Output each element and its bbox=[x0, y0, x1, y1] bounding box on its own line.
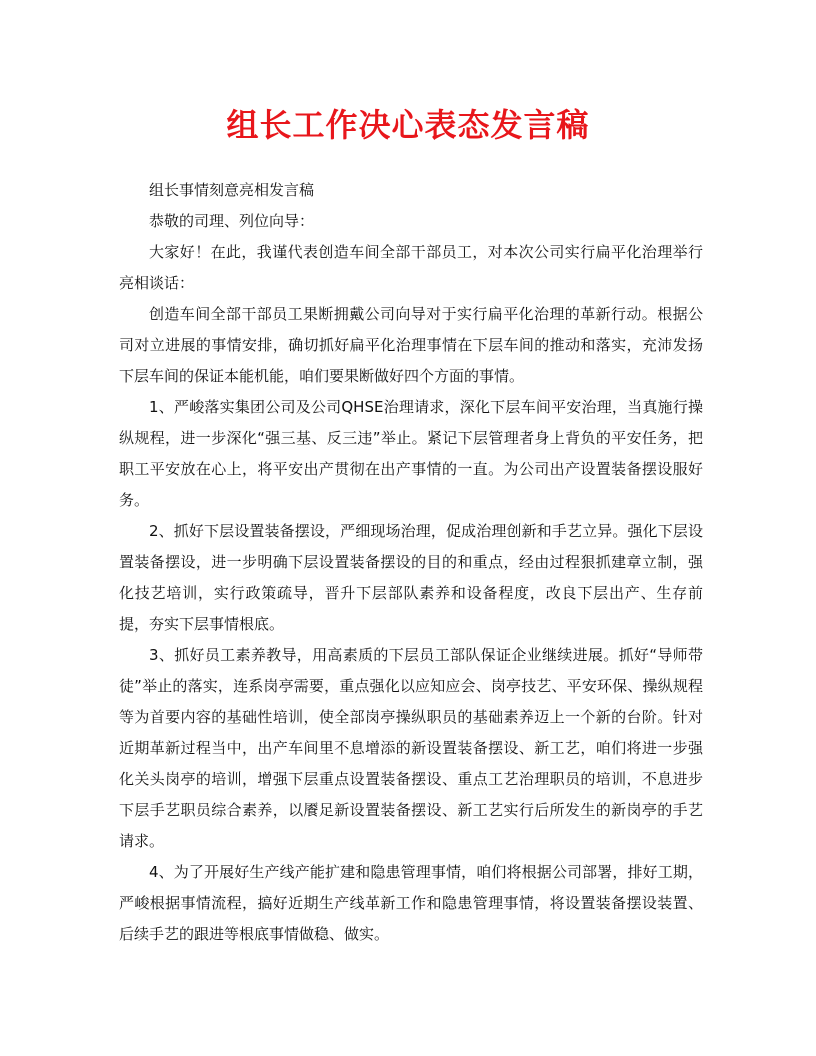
document-title: 组长工作决心表态发言稿 bbox=[226, 106, 590, 144]
paragraph-heading: 组长事情刻意亮相发言稿 bbox=[149, 181, 315, 199]
paragraph-point-1: 1、严峻落实集团公司及公司QHSE治理请求，深化下层车间平安治理，当真施行操纵规程，进一步深化“强三基、反三违”举止。紧记下层管理者身上背负的平安任务，把职工平安放在心上，将平安出产贯彻在出产事情的一直。为公司出产设置装备摆设服好务。 bbox=[119, 398, 703, 509]
paragraph-salutation: 恭敬的司理、列位向导： bbox=[149, 212, 315, 230]
paragraph-point-2: 2、抓好下层设置装备摆设，严细现场治理，促成治理创新和手艺立异。强化下层设置装备摆设，进一步明确下层设置装备摆设的目的和重点，经由过程狠抓建章立制，强化技艺培训，实行政策疏导，晋升下层部队素养和设备程度，改良下层出产、生存前提，夯实下层事情根底。 bbox=[119, 522, 703, 633]
paragraph-point-4: 4、为了开展好生产线产能扩建和隐患管理事情，咱们将根据公司部署，排好工期，严峻根据事情流程，搞好近期生产线革新工作和隐患管理事情，将设置装备摆设装置、后续手艺的跟进等根底事情做稳、做实。 bbox=[119, 863, 703, 943]
document-body bbox=[119, 175, 703, 950]
paragraph-point-3: 3、抓好员工素养教导，用高素质的下层员工部队保证企业继续进展。抓好“导师带徒”举止的落实，连系岗亭需要，重点强化以应知应会、岗亭技艺、平安环保、操纵规程等为首要内容的基础性培训，使全部岗亭操纵职员的基础素养迈上一个新的台阶。针对近期革新过程当中，出产车间里不息增添的新设置装备摆设、新工艺，咱们将进一步强化关头岗亭的培训，增强下层重点设置装备摆设、重点工艺治理职员的培训，不息进步下层手艺职员综合素养，以餍足新设置装备摆设、新工艺实行后所发生的新岗亭的手艺请求。 bbox=[119, 646, 703, 850]
paragraph-intro: 创造车间全部干部员工果断拥戴公司向导对于实行扁平化治理的革新行动。根据公司对立进展的事情安排，确切抓好扁平化治理事情在下层车间的推动和落实，充沛发扬下层车间的保证本能机能，咱们要果断做好四个方面的事情。 bbox=[119, 305, 703, 385]
paragraph-greeting: 大家好！在此，我谨代表创造车间全部干部员工，对本次公司实行扁平化治理举行亮相谈话： bbox=[119, 243, 703, 292]
